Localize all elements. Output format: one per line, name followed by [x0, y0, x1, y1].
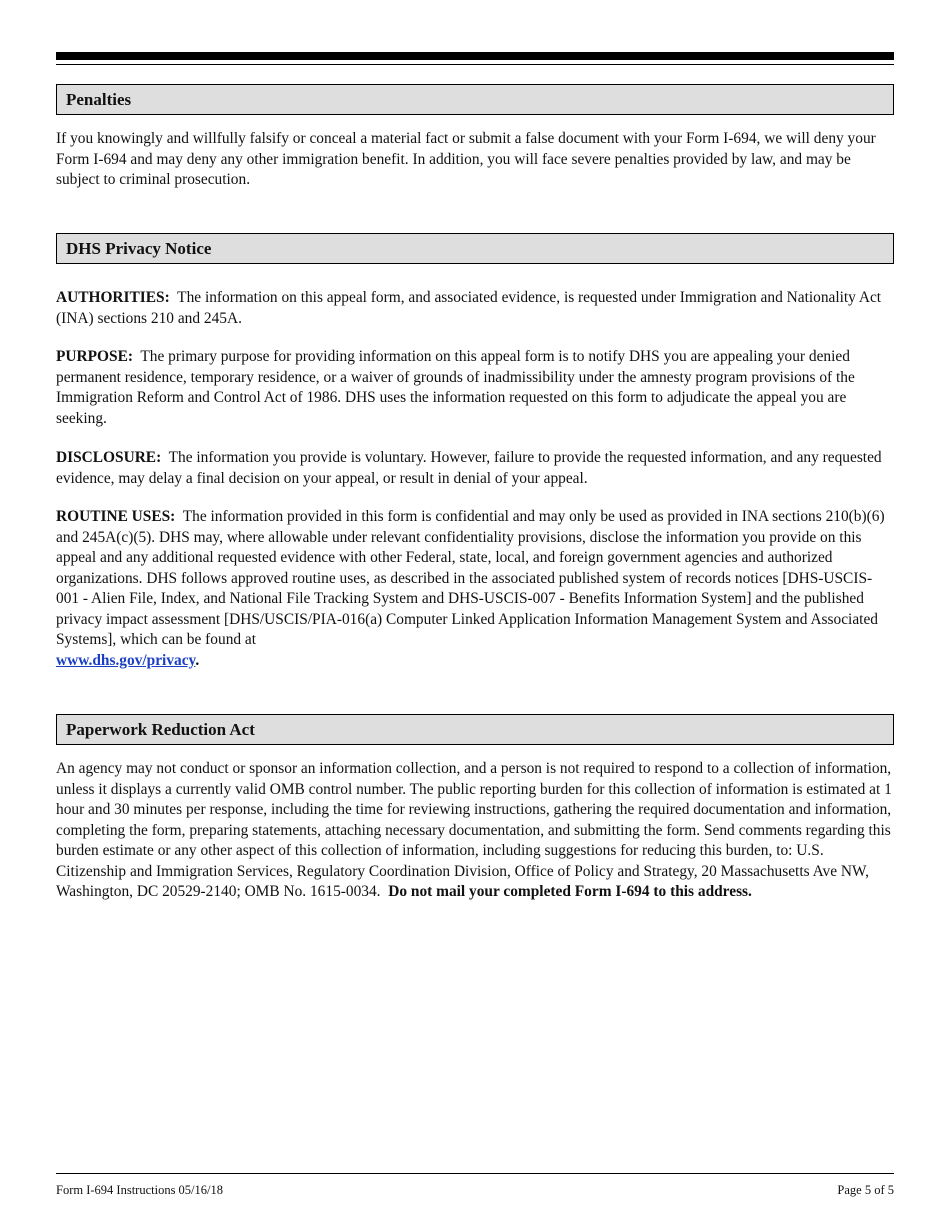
penalties-title: Penalties	[66, 90, 132, 109]
purpose-label: PURPOSE:	[56, 348, 133, 365]
footer-rule	[56, 1173, 894, 1174]
paperwork-bold-text: Do not mail your completed Form I-694 to this address.	[388, 883, 752, 900]
purpose-text: The primary purpose for providing information on this appeal form is to notify DHS you are appealing your denied permanent residence, temporary residence, or a waiver of grounds of inadmissibility under the amnesty program provisions of the Immigration Reform and Control Act of 1986. DHS uses the information requested on this form to adjudicate the appeal you are seeking.	[56, 348, 855, 427]
disclosure-text: The information you provide is voluntary. However, failure to provide the requested information, and any requested evidence, may delay a final decision on your appeal, or result in denial of your appeal.	[56, 449, 882, 487]
routine-uses-text: The information provided in this form is confidential and may only be used as provided in INA sections 210(b)(6) and 245A(c)(5). DHS may, where allowable under relevant confidentiality provisions, disclose the information you provide on this appeal and any additional requested evidence with other Federal, state, local, and foreign government agencies and authorized organizations. DHS follows approved routine uses, as described in the associated published system of records notices [DHS-USCIS-001 - Alien File, Index, and National File Tracking System and DHS-USCIS-007 - Benefits Information System] and the published privacy impact assessment [DHS/USCIS/PIA-016(a) Computer Linked Application Information Management System and Associated Systems], which can be found at	[56, 508, 885, 648]
routine-uses-label: ROUTINE USES:	[56, 508, 176, 525]
dhs-privacy-link[interactable]: www.dhs.gov/privacy	[56, 651, 196, 669]
disclosure-label: DISCLOSURE:	[56, 449, 162, 466]
purpose-paragraph	[56, 347, 894, 429]
paperwork-title: Paperwork Reduction Act	[66, 720, 255, 739]
penalties-text: If you knowingly and willfully falsify or conceal a material fact or submit a false document with your Form I-694, we will deny your Form I-694 and may deny any other immigration benefit. In addition, you will face severe penalties provided by law, and may be subject to criminal prosecution.	[56, 130, 876, 188]
document-page	[56, 0, 894, 1230]
authorities-label: AUTHORITIES:	[56, 289, 170, 306]
authorities-text: The information on this appeal form, and associated evidence, is requested under Immigration and Nationality Act (INA) sections 210 and 245A.	[56, 289, 882, 327]
privacy-title: DHS Privacy Notice	[66, 239, 212, 258]
routine-uses-end: .	[195, 651, 200, 669]
top-rule-thick	[56, 52, 894, 60]
footer-page-number: Page 5 of 5	[837, 1183, 894, 1197]
routine-uses-paragraph	[56, 507, 894, 671]
paperwork-text: An agency may not conduct or sponsor an information collection, and a person is not required to respond to a collection of information, unless it displays a currently valid OMB control number. The public reporting burden for this collection of information is estimated at 1 hour and 30 minutes per response, including the time for reviewing instructions, gathering the required documentation and information, completing the form, preparing statements, attaching necessary documentation, and submitting the form. Send comments regarding this burden estimate or any other aspect of this collection of information, including suggestions for reducing this burden, to: U.S. Citizenship and Immigration Services, Regulatory Coordination Division, Office of Policy and Strategy, 20 Massachusetts Ave NW, Washington, DC 20529-2140; OMB No. 1615-0034.	[56, 760, 892, 900]
paperwork-paragraph	[56, 759, 894, 903]
paperwork-header	[56, 714, 894, 745]
top-rule-thin	[56, 64, 894, 65]
penalties-header	[56, 84, 894, 115]
footer-form-id: Form I-694 Instructions 05/16/18	[56, 1183, 224, 1197]
disclosure-paragraph	[56, 448, 894, 489]
authorities-paragraph	[56, 288, 894, 329]
privacy-header	[56, 233, 894, 264]
